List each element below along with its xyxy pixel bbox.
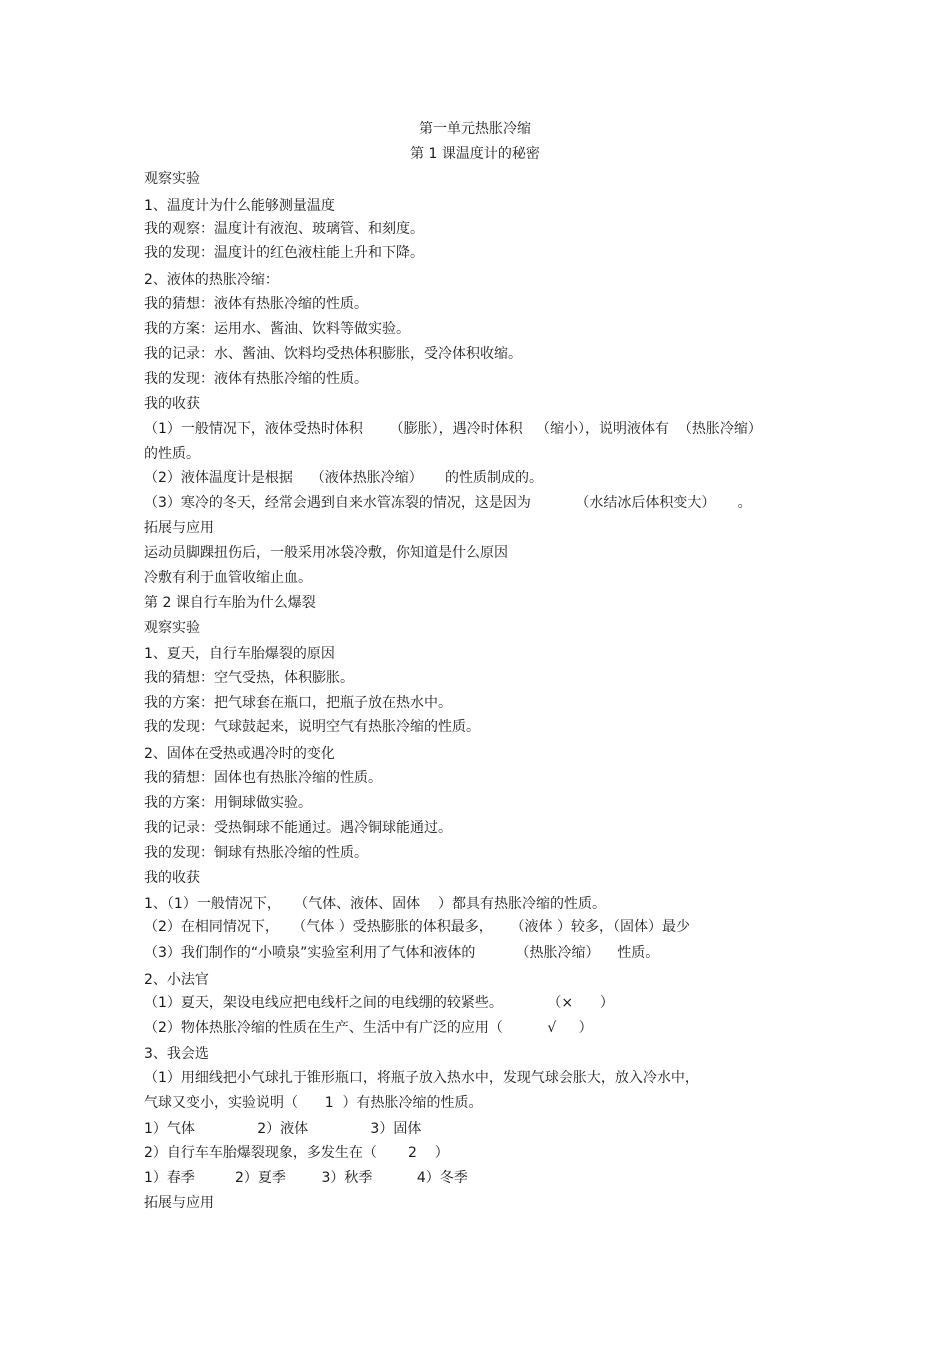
text-line: 1、（1）一般情况下， （气体、液体、固体 ）都具有热胀冷缩的性质。 xyxy=(144,896,606,912)
section-heading: 观察实验 xyxy=(144,171,200,187)
text-line: 我的记录：受热铜球不能通过。遇冷铜球能通过。 xyxy=(144,820,452,836)
section-heading: 拓展与应用 xyxy=(144,520,214,536)
text-line: （1）夏天，架设电线应把电线杆之间的电线绷的较紧些。 （× ） xyxy=(144,995,614,1011)
text-line: 2）自行车车胎爆裂现象，多发生在（ 2 ） xyxy=(144,1145,449,1161)
text-line: 气球又变小，实验说明（ 1 ）有热胀冷缩的性质。 xyxy=(144,1095,483,1111)
lesson1-title: 第 1 课温度计的秘密 xyxy=(410,146,540,162)
text-line: 我的猜想：液体有热胀冷缩的性质。 xyxy=(144,296,368,312)
text-line: （2）物体热胀冷缩的性质在生产、生活中有广泛的应用（ √ ） xyxy=(144,1020,593,1036)
text-line: 我的观察：温度计有液泡、玻璃管、和刻度。 xyxy=(144,221,424,237)
lesson2-title: 第 2 课自行车胎为什么爆裂 xyxy=(144,595,316,611)
text-line: （2）在相同情况下， （气体 ）受热膨胀的体积最多， （液体 ）较多，（固体）最少 xyxy=(144,919,690,935)
text-line: 我的发现：铜球有热胀冷缩的性质。 xyxy=(144,845,368,861)
text-line: 2、固体在受热或遇冷时的变化 xyxy=(144,746,335,762)
text-line: 我的方案：用铜球做实验。 xyxy=(144,795,312,811)
text-line: 我的发现：温度计的红色液柱能上升和下降。 xyxy=(144,245,424,261)
section-heading: 观察实验 xyxy=(144,620,200,636)
text-line: 冷敷有利于血管收缩止血。 xyxy=(144,570,312,586)
text-line: 我的方案：运用水、酱油、饮料等做实验。 xyxy=(144,321,410,337)
text-line: （3）我们制作的“小喷泉”实验室利用了气体和液体的 （热胀冷缩） 性质。 xyxy=(144,945,660,961)
text-line: 我的方案：把气球套在瓶口，把瓶子放在热水中。 xyxy=(144,695,452,711)
text-line: 的性质。 xyxy=(144,446,200,462)
text-line: 1）气体 2）液体 3）固体 xyxy=(144,1121,422,1137)
text-line: 我的猜想：固体也有热胀冷缩的性质。 xyxy=(144,770,382,786)
text-line: （2）液体温度计是根据 （液体热胀冷缩） 的性质制成的。 xyxy=(144,470,543,486)
text-line: 1、夏天，自行车胎爆裂的原因 xyxy=(144,646,335,662)
text-line: （1）一般情况下，液体受热时体积 （膨胀），遇冷时体积 （缩小），说明液体有 （热胀冷缩） xyxy=(144,421,762,437)
text-line: 我的猜想：空气受热，体积膨胀。 xyxy=(144,670,354,686)
text-line: 我的发现：气球鼓起来，说明空气有热胀冷缩的性质。 xyxy=(144,719,480,735)
text-line: 1）春季 2）夏季 3）秋季 4）冬季 xyxy=(144,1170,468,1186)
text-line: 1、温度计为什么能够测量温度 xyxy=(144,198,335,214)
text-line: 我的记录：水、酱油、饮料均受热体积膨胀，受冷体积收缩。 xyxy=(144,346,522,362)
text-line: （1）用细线把小气球扎于锥形瓶口，将瓶子放入热水中，发现气球会胀大，放入冷水中， xyxy=(144,1070,699,1086)
text-line: 我的发现：液体有热胀冷缩的性质。 xyxy=(144,371,368,387)
text-line: 3、我会选 xyxy=(144,1046,209,1062)
unit-title: 第一单元热胀冷缩 xyxy=(419,121,531,137)
text-line: 2、液体的热胀冷缩： xyxy=(144,272,279,288)
section-heading: 我的收获 xyxy=(144,396,200,412)
section-heading: 拓展与应用 xyxy=(144,1195,214,1211)
text-line: （3）寒冷的冬天，经常会遇到自来水管冻裂的情况，这是因为 （水结冰后体积变大） 。 xyxy=(144,495,752,511)
text-line: 运动员脚踝扭伤后，一般采用冰袋冷敷，你知道是什么原因 xyxy=(144,545,508,561)
section-heading: 我的收获 xyxy=(144,870,200,886)
text-line: 2、小法官 xyxy=(144,972,209,988)
